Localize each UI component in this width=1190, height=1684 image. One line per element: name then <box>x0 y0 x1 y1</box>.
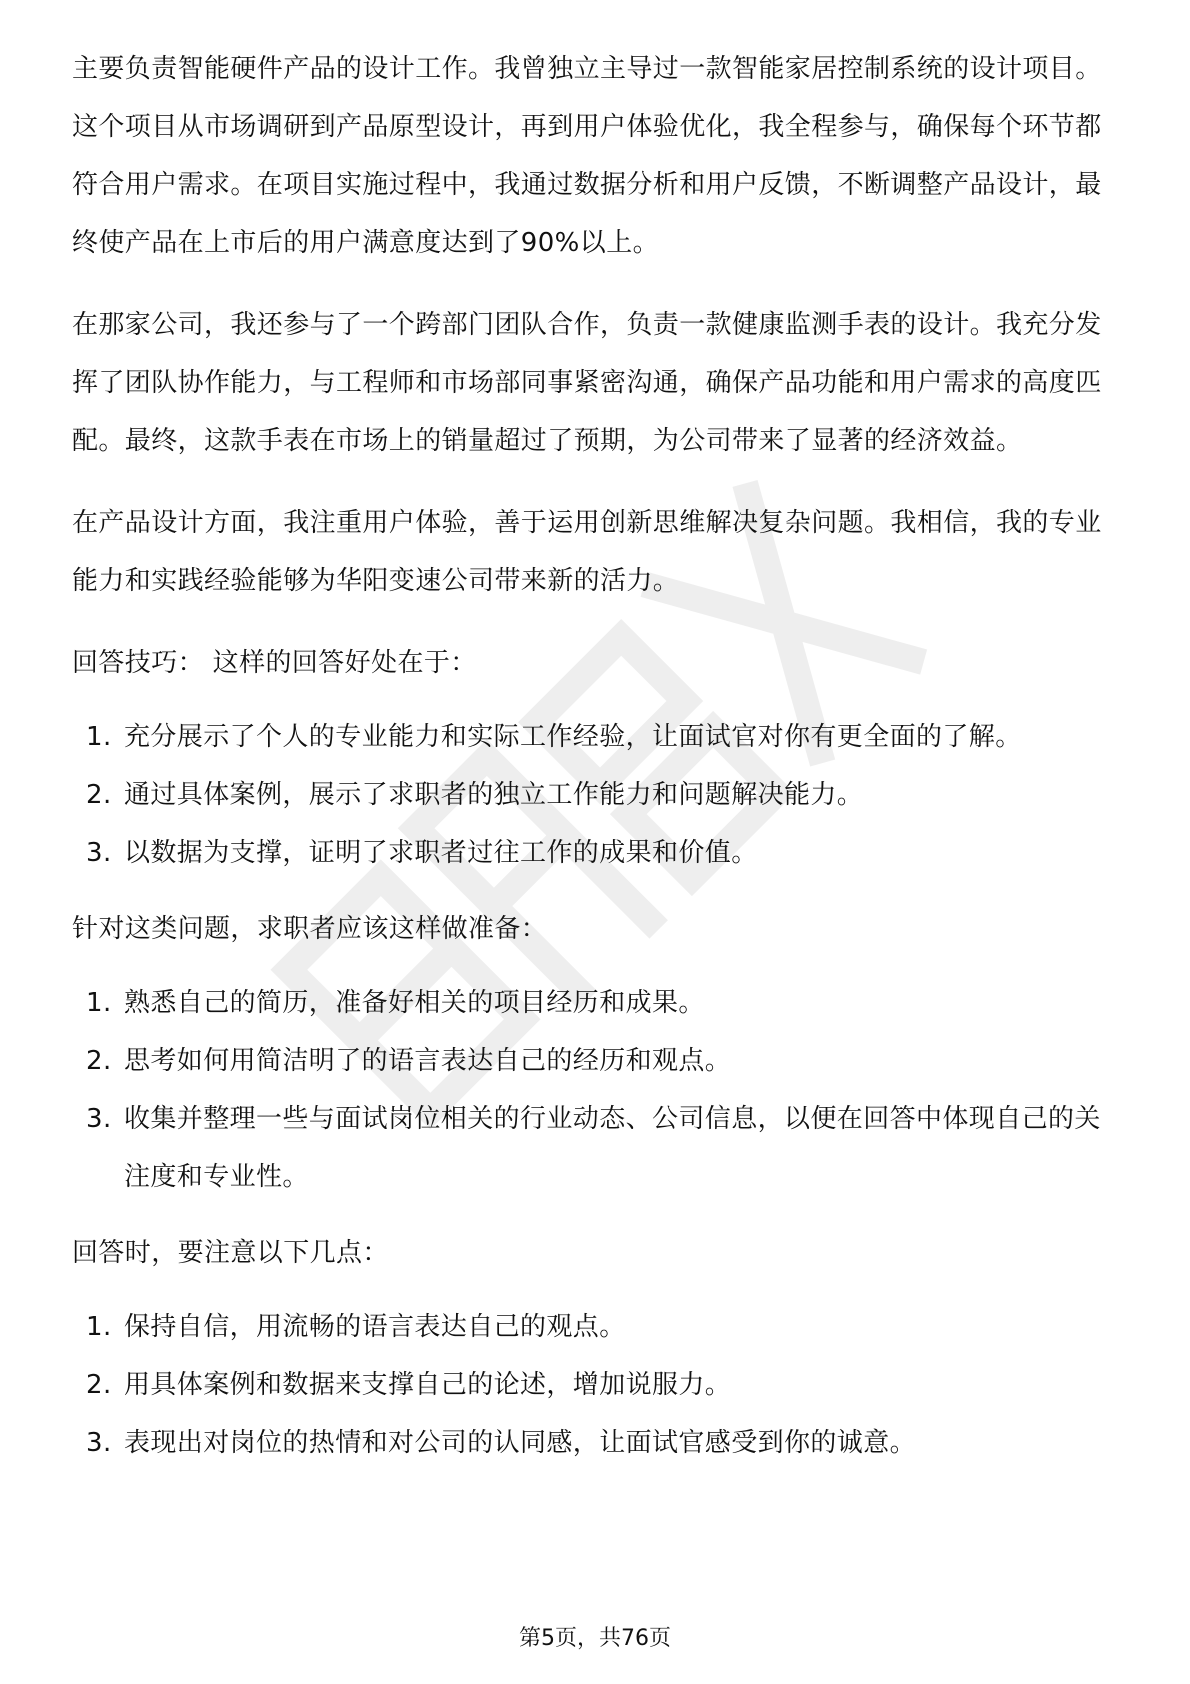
list-item <box>72 974 1118 1032</box>
list-number: 3. <box>86 1428 112 1458</box>
notes-heading: 回答时，要注意以下几点： <box>72 1238 389 1268</box>
list-item <box>72 1090 1118 1206</box>
list-text: 通过具体案例，展示了求职者的独立工作能力和问题解决能力。 <box>124 780 864 810</box>
list-number: 2. <box>86 1370 112 1400</box>
list-number: 3. <box>86 1104 112 1134</box>
list-number: 1. <box>86 988 112 1018</box>
prep-heading: 针对这类问题，求职者应该这样做准备： <box>72 914 548 944</box>
list-number: 2. <box>86 780 112 810</box>
list-text: 熟悉自己的简历，准备好相关的项目经历和成果。 <box>124 988 705 1018</box>
body-paragraph: 主要负责智能硬件产品的设计工作。我曾独立主导过一款智能家居控制系统的设计项目。这个项目从市场调研到产品原型设计，再到用户体验优化，我全程参与，确保每个环节都符合用户需求。在项目实施过程中，我通过数据分析和用户反馈，不断调整产品设计，最终使产品在上市后的用户满意度达到了90%以上。 <box>72 54 1102 258</box>
list-item <box>72 1356 1118 1414</box>
list-item <box>72 1298 1118 1356</box>
list-item <box>72 708 1118 766</box>
list-number: 1. <box>86 722 112 752</box>
tips-list <box>72 708 1118 882</box>
tips-heading: 回答技巧： 这样的回答好处在于： <box>72 648 477 678</box>
list-text: 保持自信，用流畅的语言表达自己的观点。 <box>124 1312 626 1342</box>
list-text: 收集并整理一些与面试岗位相关的行业动态、公司信息，以便在回答中体现自己的关注度和专业性。 <box>124 1104 1101 1192</box>
list-text: 充分展示了个人的专业能力和实际工作经验，让面试官对你有更全面的了解。 <box>124 722 1022 752</box>
list-number: 1. <box>86 1312 112 1342</box>
list-item <box>72 824 1118 882</box>
list-number: 2. <box>86 1046 112 1076</box>
body-paragraph: 在那家公司，我还参与了一个跨部门团队合作，负责一款健康监测手表的设计。我充分发挥了团队协作能力，与工程师和市场部同事紧密沟通，确保产品功能和用户需求的高度匹配。最终，这款手表在市场上的销量超过了预期，为公司带来了显著的经济效益。 <box>72 310 1102 456</box>
list-text: 表现出对岗位的热情和对公司的认同感，让面试官感受到你的诚意。 <box>124 1428 917 1458</box>
list-item <box>72 1032 1118 1090</box>
list-text: 思考如何用简洁明了的语言表达自己的经历和观点。 <box>124 1046 732 1076</box>
list-item <box>72 1414 1118 1472</box>
page-number: 第5页，共76页 <box>519 1626 671 1651</box>
list-item <box>72 766 1118 824</box>
body-paragraph: 在产品设计方面，我注重用户体验，善于运用创新思维解决复杂问题。我相信，我的专业能力和实践经验能够为华阳变速公司带来新的活力。 <box>72 508 1102 596</box>
list-text: 用具体案例和数据来支撑自己的论述，增加说服力。 <box>124 1370 732 1400</box>
notes-list <box>72 1298 1118 1472</box>
list-text: 以数据为支撑，证明了求职者过往工作的成果和价值。 <box>124 838 758 868</box>
document-body <box>72 40 1118 1490</box>
prep-list <box>72 974 1118 1206</box>
list-number: 3. <box>86 838 112 868</box>
